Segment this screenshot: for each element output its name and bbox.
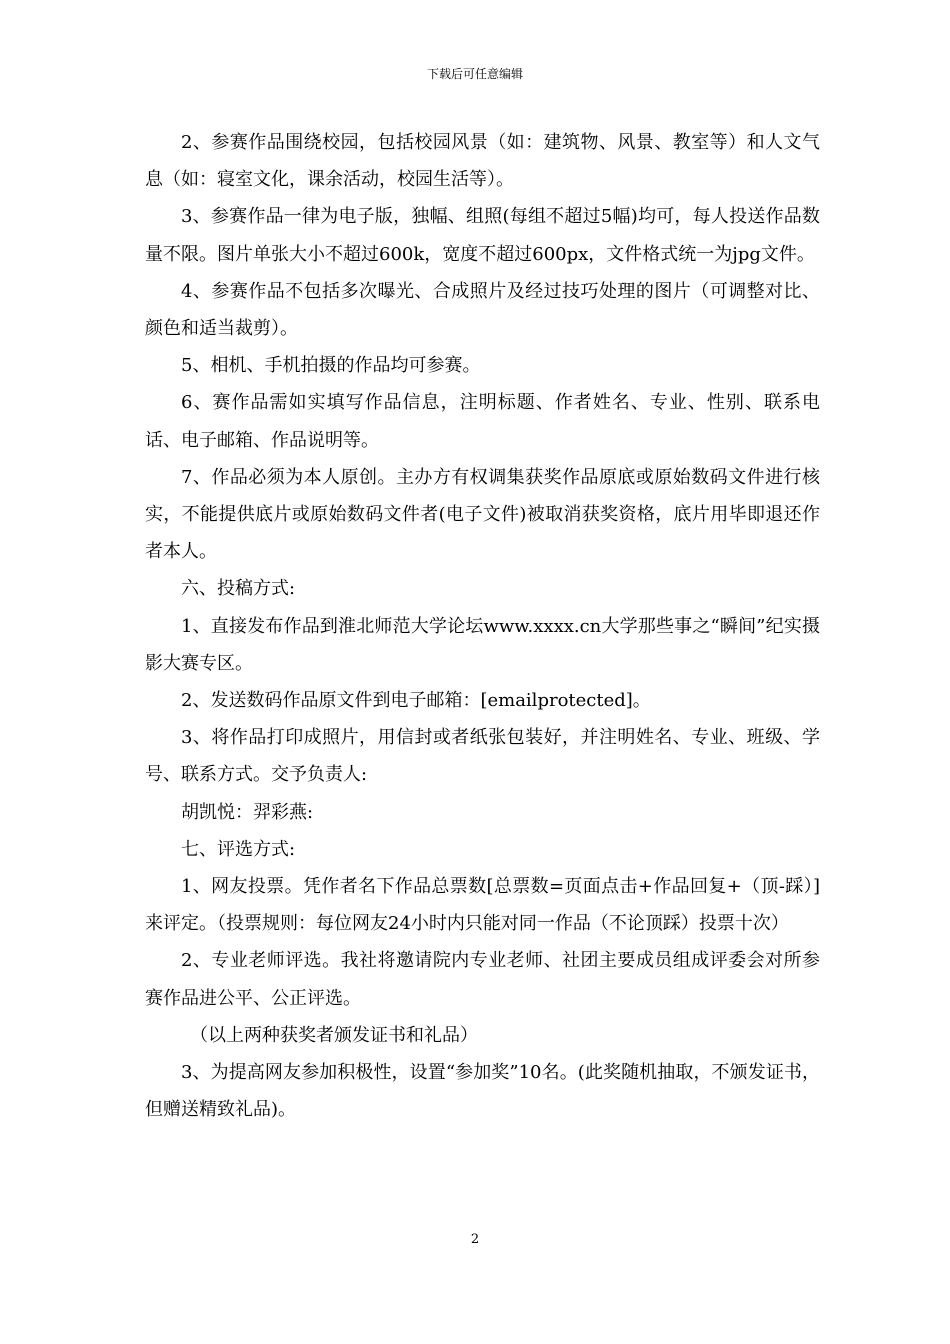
page-header: 下载后可任意编辑: [426, 67, 523, 81]
paragraph: 1、网友投票。凭作者名下作品总票数[总票数=页面点击+作品回复+（顶-踩）]来评定。（投票规则：每位网友24小时内只能对同一作品（不论顶踩）投票十次）: [145, 876, 820, 935]
section-heading: 七、评选方式:: [181, 838, 296, 860]
paragraph: 7、作品必须为本人原创。主办方有权调集获奖作品原底或原始数码文件进行核实，不能提供底片或原始数码文件者(电子文件)被取消获奖资格，底片用毕即退还作者本人。: [145, 466, 820, 563]
paragraph: 2、发送数码作品原文件到电子邮箱：[emailprotected]。: [181, 690, 651, 712]
paragraph: 3、为提高网友参加积极性，设置“参加奖”10名。(此奖随机抽取，不颁发证书，但赠送精致礼品)。: [145, 1062, 820, 1121]
paragraph: 6、赛作品需如实填写作品信息，注明标题、作者姓名、专业、性别、联系电话、电子邮箱、作品说明等。: [145, 392, 820, 451]
paragraph: （以上两种获奖者颁发证书和礼品）: [190, 1024, 478, 1046]
paragraph: 4、参赛作品不包括多次曝光、合成照片及经过技巧处理的图片（可调整对比、颜色和适当裁剪）。: [145, 280, 820, 340]
page-number: 2: [470, 1232, 480, 1247]
paragraph: 3、参赛作品一律为电子版，独幅、组照(每组不超过5幅)均可，每人投送作品数量不限。图片单张大小不超过600k，宽度不超过600px，文件格式统一为jpg文件。: [145, 206, 820, 265]
paragraph: 1、直接发布作品到淮北师范大学论坛www.xxxx.cn大学那些事之“瞬间”纪实摄影大赛专区。: [145, 615, 820, 674]
paragraph: 胡凯悦：羿彩燕:: [181, 801, 314, 823]
paragraph: 2、专业老师评选。我社将邀请院内专业老师、社团主要成员组成评委会对所参赛作品进公平、公正评选。: [145, 950, 820, 1009]
paragraph: 3、将作品打印成照片，用信封或者纸张包装好，并注明姓名、专业、班级、学号、联系方式。交予负责人:: [145, 727, 820, 786]
document-body: [145, 124, 820, 1128]
paragraph: 2、参赛作品围绕校园，包括校园风景（如：建筑物、风景、教室等）和人文气息（如：寝室文化，课余活动，校园生活等）。: [145, 132, 820, 191]
paragraph: 5、相机、手机拍摄的作品均可参赛。: [181, 355, 481, 377]
section-heading: 六、投稿方式:: [181, 578, 296, 600]
